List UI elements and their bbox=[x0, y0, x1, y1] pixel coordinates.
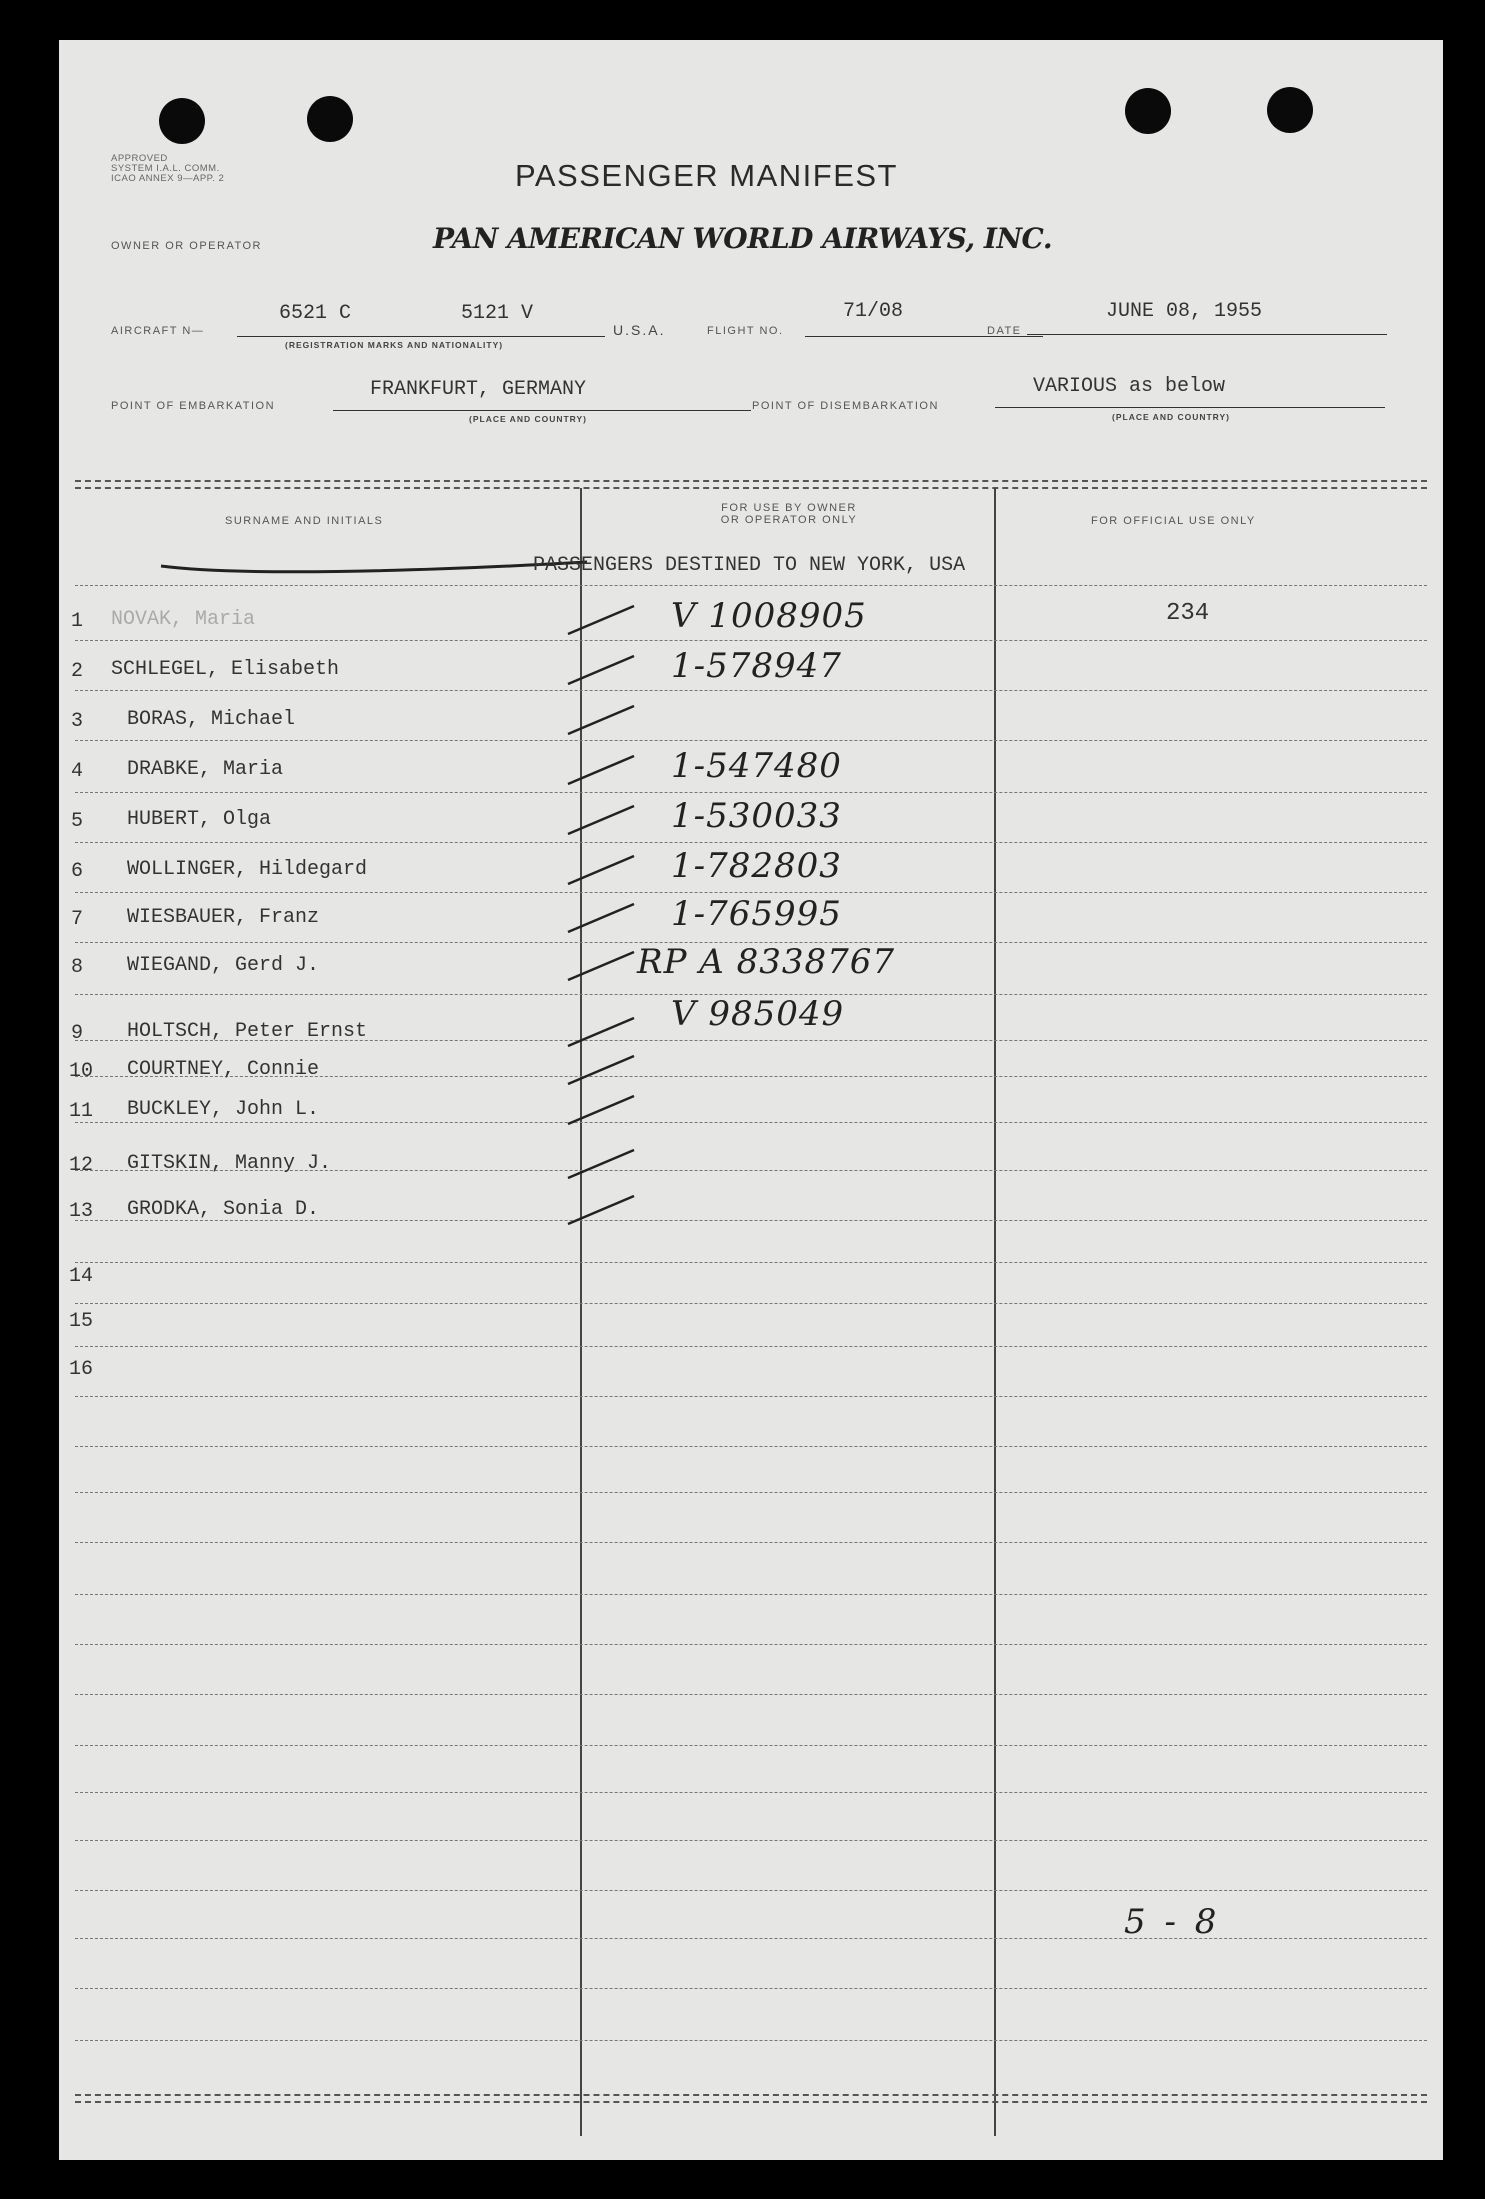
operator-name: PAN AMERICAN WORLD AIRWAYS, INC. bbox=[433, 222, 1053, 255]
owner-header-line: FOR USE BY OWNER bbox=[721, 502, 857, 514]
row-number: 12 bbox=[69, 1154, 94, 1177]
aircraft-underline bbox=[237, 336, 605, 337]
official-number: 234 bbox=[1166, 600, 1210, 627]
passenger-name: BUCKLEY, John L. bbox=[127, 1098, 320, 1121]
embarkation-value: FRANKFURT, GERMANY bbox=[370, 378, 587, 401]
passenger-name: NOVAK, Maria bbox=[111, 608, 256, 631]
aircraft-nationality: 5121 V bbox=[461, 302, 534, 325]
row-number: 10 bbox=[69, 1060, 94, 1083]
disembarkation-label: POINT OF DISEMBARKATION bbox=[752, 400, 939, 412]
passenger-name: BORAS, Michael bbox=[127, 708, 296, 731]
punch-hole bbox=[159, 98, 205, 144]
check-mark bbox=[564, 1050, 654, 1090]
approval-line: ICAO ANNEX 9—APP. 2 bbox=[111, 173, 225, 184]
row-rule bbox=[75, 1303, 1427, 1304]
check-mark bbox=[564, 1144, 654, 1184]
table-bottom-border bbox=[75, 2094, 1427, 2103]
strike-mark bbox=[159, 550, 589, 580]
check-mark bbox=[564, 800, 654, 840]
approval-line: SYSTEM I.A.L. COMM. bbox=[111, 163, 220, 174]
date-label: DATE bbox=[987, 325, 1022, 337]
aircraft-label: AIRCRAFT N— bbox=[111, 325, 205, 337]
check-mark bbox=[564, 850, 654, 890]
check-mark bbox=[564, 898, 654, 938]
row-number: 9 bbox=[71, 1022, 84, 1045]
page-mark: 5 - 8 bbox=[1124, 1902, 1221, 1942]
check-mark bbox=[564, 1012, 654, 1052]
passenger-name: WOLLINGER, Hildegard bbox=[127, 858, 368, 881]
passport-number: 1-782803 bbox=[671, 846, 842, 886]
row-rule bbox=[75, 640, 1427, 641]
row-rule bbox=[75, 2040, 1427, 2041]
row-rule bbox=[75, 1396, 1427, 1397]
passenger-name: GITSKIN, Manny J. bbox=[127, 1152, 332, 1175]
row-rule bbox=[75, 1890, 1427, 1891]
row-rule bbox=[75, 842, 1427, 843]
passport-number: V 985049 bbox=[671, 994, 845, 1034]
approval-stamp bbox=[111, 154, 224, 184]
embarkation-sublabel: (PLACE AND COUNTRY) bbox=[469, 414, 588, 424]
column-header-owner bbox=[639, 502, 939, 526]
check-mark bbox=[564, 750, 654, 790]
row-number: 8 bbox=[71, 956, 84, 979]
row-rule bbox=[75, 1792, 1427, 1793]
row-rule bbox=[75, 1988, 1427, 1989]
row-rule bbox=[75, 1938, 1427, 1939]
punch-hole bbox=[1267, 87, 1313, 133]
flight-label: FLIGHT NO. bbox=[707, 325, 784, 337]
row-rule bbox=[75, 1262, 1427, 1263]
row-rule bbox=[75, 740, 1427, 741]
row-number: 4 bbox=[71, 760, 84, 783]
owner-header-line: OR OPERATOR ONLY bbox=[720, 514, 858, 526]
check-mark bbox=[564, 600, 654, 640]
row-number: 6 bbox=[71, 860, 84, 883]
row-number: 16 bbox=[69, 1358, 94, 1381]
passenger-name: DRABKE, Maria bbox=[127, 758, 284, 781]
row-rule bbox=[75, 1644, 1427, 1645]
check-mark bbox=[564, 1090, 654, 1130]
column-header-surname: SURNAME AND INITIALS bbox=[225, 515, 384, 527]
passenger-name: HUBERT, Olga bbox=[127, 808, 272, 831]
disembarkation-underline bbox=[995, 407, 1385, 408]
row-number: 3 bbox=[71, 710, 84, 733]
page-title: PASSENGER MANIFEST bbox=[515, 158, 898, 193]
passenger-name: GRODKA, Sonia D. bbox=[127, 1198, 320, 1221]
row-number: 13 bbox=[69, 1200, 94, 1223]
row-rule bbox=[75, 1446, 1427, 1447]
embarkation-label: POINT OF EMBARKATION bbox=[111, 400, 276, 412]
row-rule bbox=[75, 1542, 1427, 1543]
row-number: 15 bbox=[69, 1310, 94, 1333]
approval-line: APPROVED bbox=[111, 153, 168, 164]
passenger-name: COURTNEY, Connie bbox=[127, 1058, 320, 1081]
passenger-name: WIEGAND, Gerd J. bbox=[127, 954, 320, 977]
destination-note: PASSENGERS DESTINED TO NEW YORK, USA bbox=[533, 554, 966, 577]
date-underline bbox=[1027, 334, 1387, 335]
row-rule bbox=[75, 1745, 1427, 1746]
column-divider bbox=[994, 488, 996, 2136]
manifest-page bbox=[59, 40, 1443, 2160]
passport-number: 1-530033 bbox=[671, 796, 842, 836]
row-rule bbox=[75, 690, 1427, 691]
row-number: 5 bbox=[71, 810, 84, 833]
owner-label: OWNER OR OPERATOR bbox=[111, 240, 262, 252]
passenger-name: WIESBAUER, Franz bbox=[127, 906, 320, 929]
column-header-official: FOR OFFICIAL USE ONLY bbox=[1091, 515, 1256, 527]
row-rule bbox=[75, 1694, 1427, 1695]
row-number: 1 bbox=[71, 610, 84, 633]
row-rule bbox=[75, 1346, 1427, 1347]
row-number: 2 bbox=[71, 660, 84, 683]
row-number: 7 bbox=[71, 908, 84, 931]
check-mark bbox=[564, 1190, 654, 1230]
usa-label: U.S.A. bbox=[613, 322, 666, 338]
embarkation-underline bbox=[333, 410, 751, 411]
flight-number: 71/08 bbox=[843, 300, 904, 323]
row-rule bbox=[75, 1122, 1427, 1123]
row-rule bbox=[75, 1840, 1427, 1841]
row-number: 11 bbox=[69, 1100, 94, 1123]
passport-number: 1-765995 bbox=[671, 894, 842, 934]
check-mark bbox=[564, 700, 654, 740]
row-rule bbox=[75, 1594, 1427, 1595]
passport-number: V 1008905 bbox=[671, 596, 867, 636]
aircraft-sublabel: (REGISTRATION MARKS AND NATIONALITY) bbox=[285, 340, 504, 350]
row-number: 14 bbox=[69, 1265, 94, 1288]
passenger-name: SCHLEGEL, Elisabeth bbox=[111, 658, 340, 681]
date-value: JUNE 08, 1955 bbox=[1106, 300, 1263, 323]
check-mark bbox=[564, 650, 654, 690]
row-rule bbox=[75, 1492, 1427, 1493]
row-rule bbox=[75, 792, 1427, 793]
row-rule bbox=[75, 892, 1427, 893]
aircraft-registration: 6521 C bbox=[279, 302, 352, 325]
table-top-border bbox=[75, 480, 1427, 489]
disembarkation-value: VARIOUS as below bbox=[1033, 375, 1226, 398]
row-rule bbox=[75, 585, 1427, 586]
passport-number: 1-578947 bbox=[671, 646, 842, 686]
punch-hole bbox=[1125, 88, 1171, 134]
passport-number: 1-547480 bbox=[671, 746, 842, 786]
disembarkation-sublabel: (PLACE AND COUNTRY) bbox=[1112, 412, 1231, 422]
passenger-name: HOLTSCH, Peter Ernst bbox=[127, 1020, 368, 1043]
punch-hole bbox=[307, 96, 353, 142]
passport-number: RP A 8338767 bbox=[637, 942, 896, 982]
